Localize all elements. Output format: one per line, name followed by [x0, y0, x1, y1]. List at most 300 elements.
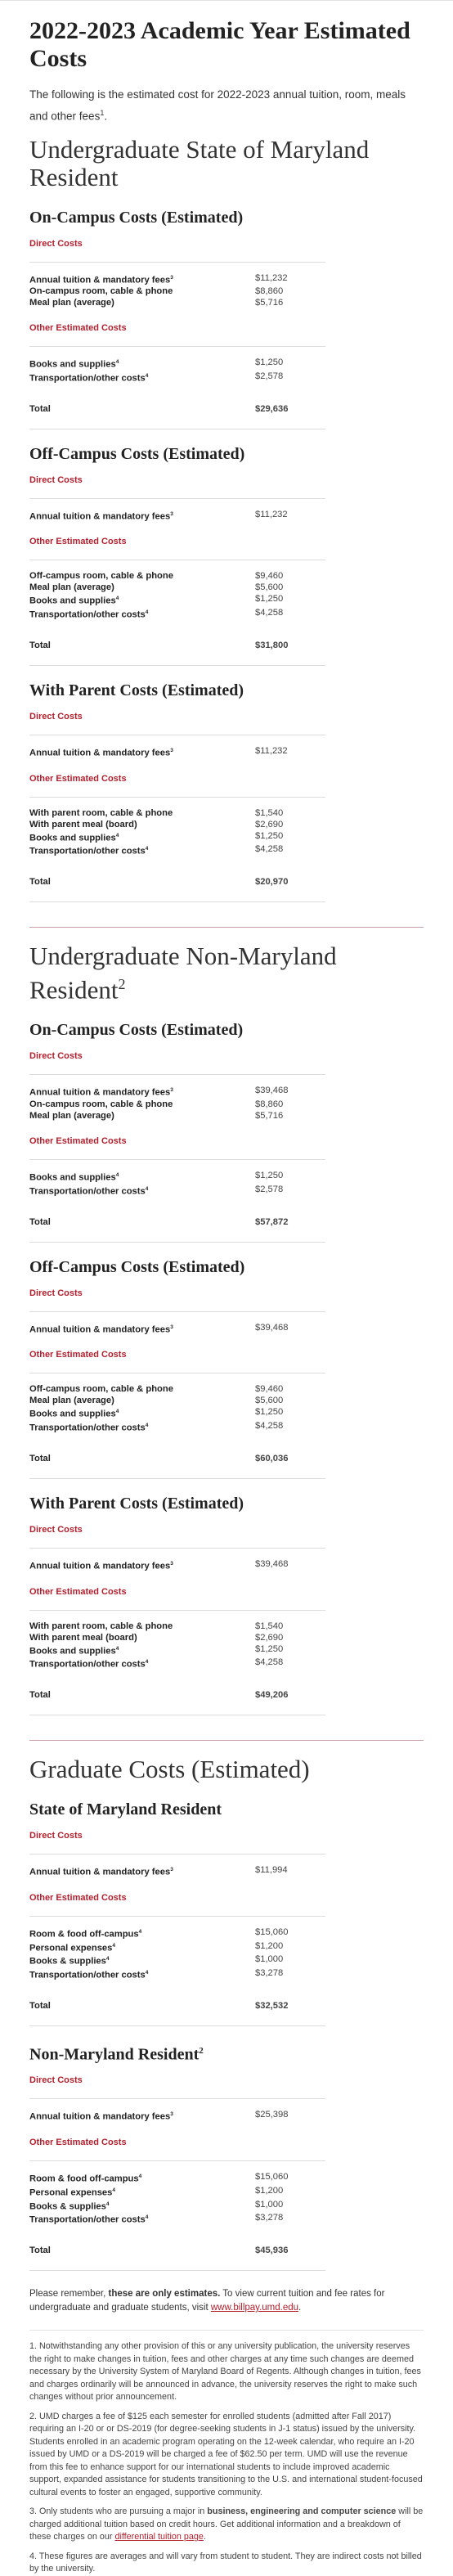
- cost-groups: [29, 136, 424, 2272]
- cost-label: Off-campus room, cable & phone: [29, 1384, 173, 1395]
- cost-value: $1,250: [255, 1407, 284, 1418]
- direct-costs-heading: Direct Costs: [29, 2072, 325, 2099]
- group-heading-text: Undergraduate Non-Maryland Resident: [29, 942, 337, 1005]
- cost-row: [29, 1940, 325, 1954]
- cost-value: $1,250: [255, 594, 284, 605]
- cost-label-cell: [29, 1395, 255, 1406]
- other-costs-row: [29, 1890, 325, 1917]
- total-value: $29,636: [255, 384, 325, 429]
- footnote-ref: 4: [105, 2201, 110, 2207]
- cost-label: Books and supplies: [29, 359, 116, 370]
- direct-costs-row: [29, 2072, 325, 2099]
- cost-label-cell: [29, 1967, 255, 1981]
- cost-label-cell: [29, 830, 255, 844]
- cost-value: $8,860: [255, 286, 284, 297]
- cost-label: With parent meal (board): [29, 819, 137, 829]
- spacer-row: [29, 1878, 325, 1890]
- cost-section: [29, 1800, 424, 2026]
- cost-value: $1,250: [255, 830, 284, 841]
- cost-label-cell: [29, 1311, 255, 1335]
- cost-label: Transportation/other costs: [29, 1970, 146, 1980]
- spacer-cell: [29, 759, 325, 771]
- cost-label: Books and supplies: [29, 596, 116, 607]
- cost-label-cell: [29, 797, 255, 819]
- total-value: $45,936: [255, 2226, 325, 2271]
- total-value: $31,800: [255, 621, 325, 666]
- cost-label: Transportation/other costs: [29, 1660, 146, 1670]
- section-title: [29, 2041, 424, 2065]
- spacer-cell: [29, 522, 325, 533]
- group-heading-text: Undergraduate State of Maryland Resident: [29, 134, 370, 191]
- direct-costs-heading: Direct Costs: [29, 1048, 325, 1075]
- cost-label: Off-campus room, cable & phone: [29, 571, 173, 582]
- spacer-row: [29, 1572, 325, 1584]
- cost-label-cell: [29, 843, 255, 857]
- cost-row: [29, 1099, 325, 1110]
- footnote-3: [29, 2506, 424, 2544]
- cost-label: Books and supplies: [29, 1409, 116, 1420]
- total-value: $32,532: [255, 1981, 325, 2026]
- cost-label-cell: [29, 607, 255, 621]
- group-heading: [29, 1756, 424, 1783]
- spacer-row: [29, 522, 325, 533]
- section-divider: [29, 927, 424, 928]
- cost-value: $2,690: [255, 1632, 284, 1643]
- cost-label: Room & food off-campus: [29, 2174, 139, 2184]
- footnote-ref: 2: [199, 2045, 204, 2056]
- intro-end: .: [104, 110, 108, 123]
- other-costs-row: [29, 533, 325, 560]
- other-costs-row: [29, 320, 325, 347]
- section-title-text: With Parent Costs (Estimated): [29, 681, 244, 699]
- cost-label-cell: [29, 2185, 255, 2199]
- direct-costs-row: [29, 708, 325, 735]
- cost-row: [29, 1395, 325, 1406]
- section-title: [29, 681, 424, 700]
- cost-label: Books & supplies: [29, 1956, 106, 1967]
- differential-tuition-link[interactable]: differential tuition page: [114, 2532, 204, 2542]
- footnote-ref: 3: [170, 747, 173, 753]
- footnote-ref: 4: [145, 846, 149, 852]
- total-row: [29, 1981, 325, 2026]
- cost-row: [29, 830, 325, 844]
- direct-costs-row: [29, 1048, 325, 1075]
- cost-label: Transportation/other costs: [29, 1186, 146, 1197]
- cost-row: [29, 1406, 325, 1420]
- intro-text: The following is the estimated cost for 2022-2023 annual tuition, room, meals and other fees: [29, 88, 406, 123]
- cost-value: $2,690: [255, 819, 284, 829]
- total-row: [29, 1198, 325, 1243]
- cost-value: $15,060: [255, 2172, 289, 2183]
- section-title-text: On-Campus Costs (Estimated): [29, 208, 244, 227]
- direct-costs-heading: Direct Costs: [29, 708, 325, 735]
- cost-label: Personal expenses: [29, 2187, 113, 2198]
- total-value: $20,970: [255, 857, 325, 902]
- cost-row: [29, 2099, 325, 2123]
- footnote-3-mid: will be charged additional tuition based on credit hours. Get additional information and a breakdown of these charges on our: [29, 2506, 424, 2542]
- other-costs-heading: Other Estimated Costs: [29, 533, 325, 560]
- cost-label-cell: [29, 1184, 255, 1198]
- other-costs-heading: Other Estimated Costs: [29, 1133, 325, 1160]
- cost-label-cell: [29, 2199, 255, 2213]
- group-heading: [29, 136, 424, 191]
- cost-row: [29, 843, 325, 857]
- cost-table: [29, 2072, 325, 2271]
- other-costs-heading: Other Estimated Costs: [29, 1890, 325, 1917]
- cost-row: [29, 498, 325, 522]
- cost-value: $15,060: [255, 1926, 289, 1937]
- footnote-ref: 3: [170, 510, 173, 517]
- cost-value: $25,398: [255, 2110, 289, 2120]
- cost-label: Books & supplies: [29, 2201, 106, 2212]
- cost-label: Room & food off-campus: [29, 1929, 139, 1940]
- total-row: [29, 857, 325, 902]
- remember-end: .: [298, 2303, 302, 2313]
- cost-section: [29, 1257, 424, 1479]
- cost-value: $1,250: [255, 1643, 284, 1654]
- cost-table: [29, 708, 325, 902]
- cost-label: With parent room, cable & phone: [29, 1621, 173, 1631]
- total-row: [29, 1670, 325, 1715]
- cost-table: [29, 472, 325, 666]
- footnote-ref: 4: [115, 1172, 119, 1179]
- cost-label-cell: [29, 735, 255, 758]
- footnote-ref: 4: [112, 1942, 115, 1949]
- cost-row: [29, 607, 325, 621]
- cost-table: [29, 236, 325, 429]
- direct-costs-row: [29, 472, 325, 499]
- direct-costs-row: [29, 236, 325, 263]
- cost-value: $5,600: [255, 1396, 284, 1406]
- cost-row: [29, 582, 325, 593]
- cost-value: $5,600: [255, 582, 284, 593]
- cost-label-cell: [29, 1075, 255, 1099]
- cost-value: $1,000: [255, 1954, 284, 1965]
- section-title: [29, 1494, 424, 1513]
- cost-row: [29, 1643, 325, 1657]
- remember-pre: Please remember,: [29, 2289, 109, 2300]
- spacer-row: [29, 1335, 325, 1346]
- cost-value: $39,468: [255, 1086, 289, 1096]
- direct-costs-heading: Direct Costs: [29, 1285, 325, 1312]
- cost-value: $1,250: [255, 1171, 284, 1181]
- footnote-ref: 4: [115, 1645, 119, 1652]
- cost-value: $9,460: [255, 1384, 284, 1395]
- cost-label: Annual tuition & mandatory fees: [29, 1867, 171, 1877]
- cost-row: [29, 2161, 325, 2185]
- cost-table: [29, 1522, 325, 1715]
- footnote-ref: 4: [145, 2214, 149, 2221]
- cost-label: Transportation/other costs: [29, 847, 146, 857]
- footnote-ref: 4: [145, 1659, 149, 1666]
- cost-label-cell: [29, 1610, 255, 1632]
- cost-row: [29, 2185, 325, 2199]
- cost-label: With parent meal (board): [29, 1632, 137, 1643]
- cost-label-cell: [29, 498, 255, 522]
- cost-row: [29, 1075, 325, 1099]
- cost-label-cell: [29, 1160, 255, 1184]
- other-costs-heading: Other Estimated Costs: [29, 771, 325, 798]
- cost-row: [29, 371, 325, 384]
- cost-section: [29, 1494, 424, 1715]
- other-costs-heading: Other Estimated Costs: [29, 320, 325, 347]
- direct-costs-row: [29, 1522, 325, 1549]
- cost-section: [29, 444, 424, 666]
- top-rule: [0, 0, 453, 1]
- cost-label: Transportation/other costs: [29, 373, 146, 384]
- cost-label-cell: [29, 819, 255, 830]
- cost-value: $5,716: [255, 298, 284, 308]
- other-costs-row: [29, 1584, 325, 1611]
- footnote-ref: 4: [115, 832, 119, 838]
- other-costs-row: [29, 1346, 325, 1373]
- cost-label-cell: [29, 371, 255, 384]
- cost-value: $3,278: [255, 1967, 284, 1978]
- total-label: Total: [29, 2226, 255, 2271]
- cost-value: $11,232: [255, 272, 288, 283]
- spacer-row: [29, 1122, 325, 1133]
- cost-label: Transportation/other costs: [29, 1423, 146, 1433]
- cost-value: $2,578: [255, 371, 284, 381]
- total-label: Total: [29, 1981, 255, 2026]
- page-title: 2022-2023 Academic Year Estimated Costs: [29, 17, 410, 72]
- footnote-ref: 4: [145, 372, 149, 379]
- footnote-ref: 2: [118, 976, 126, 993]
- footnote-ref: 4: [115, 596, 119, 602]
- cost-value: $9,460: [255, 571, 284, 582]
- cost-value: $3,278: [255, 2213, 284, 2223]
- cost-label-cell: [29, 1420, 255, 1434]
- cost-label-cell: [29, 1643, 255, 1657]
- total-label: Total: [29, 1198, 255, 1243]
- cost-label-cell: [29, 1657, 255, 1670]
- cost-label: Meal plan (average): [29, 582, 114, 593]
- cost-row: [29, 1953, 325, 1967]
- billpay-link[interactable]: www.billpay.umd.edu: [210, 2303, 299, 2313]
- cost-label: Annual tuition & mandatory fees: [29, 1561, 171, 1571]
- footnote-ref: 4: [138, 1928, 142, 1935]
- cost-value: $4,258: [255, 608, 284, 618]
- cost-section: [29, 2041, 424, 2271]
- cost-label: Annual tuition & mandatory fees: [29, 275, 171, 285]
- cost-label: Meal plan (average): [29, 1111, 114, 1122]
- cost-row: [29, 593, 325, 607]
- intro-paragraph: [29, 86, 424, 126]
- footnote-ref: 3: [170, 1867, 173, 1873]
- cost-value: $8,860: [255, 1099, 284, 1110]
- cost-value: $1,200: [255, 1940, 284, 1951]
- footnote-3-pre: 3. Only students who are pursuing a major in: [29, 2506, 208, 2517]
- cost-value: $5,716: [255, 1111, 284, 1122]
- cost-label-cell: [29, 2212, 255, 2226]
- remember-mid: To view current tuition and fee rates for undergraduate and graduate students, visit: [29, 2289, 385, 2313]
- other-costs-row: [29, 1133, 325, 1160]
- footnote-ref: 4: [145, 1969, 149, 1976]
- direct-costs-heading: Direct Costs: [29, 1522, 325, 1549]
- cost-label-cell: [29, 285, 255, 297]
- cost-label: On-campus room, cable & phone: [29, 286, 173, 297]
- cost-label-cell: [29, 262, 255, 285]
- total-value: $60,036: [255, 1434, 325, 1479]
- cost-label-cell: [29, 1373, 255, 1396]
- cost-value: $1,250: [255, 357, 284, 368]
- spacer-cell: [29, 2123, 325, 2134]
- cost-value: $4,258: [255, 1657, 284, 1668]
- cost-row: [29, 1632, 325, 1643]
- cost-row: [29, 797, 325, 819]
- cost-value: $1,200: [255, 2185, 284, 2196]
- footnote-2: 2. UMD charges a fee of $125 each semester for enrolled students (admitted after Fall 2017) requiring an I-20 or or DS-2019 (for degree-seeking students in J-1 status) issued by the university. Students enrolled in an academic program operating on the 12-week calendar, who require an I-20 issued by UMD or a DS-2019 will be charged a fee of $62.50 per term. UMD will use the revenue from this fee to enhance support for our international students to include improved academic support, expanded assistance for students transitioning to the U.S. and international student-focused cultural events to foster an engaged, supportive community.: [29, 2411, 423, 2497]
- footnote-ref: 4: [145, 1423, 149, 1429]
- cost-row: [29, 2199, 325, 2213]
- total-row: [29, 384, 325, 429]
- cost-label: Annual tuition & mandatory fees: [29, 748, 171, 758]
- cost-label-cell: [29, 347, 255, 371]
- footnote-4: 4. These figures are averages and will vary from student to student. They are indirect costs not billed by the university.: [29, 2551, 422, 2574]
- section-title-text: Non-Maryland Resident: [29, 2045, 200, 2064]
- section-divider: [29, 1740, 424, 1741]
- section-title: [29, 1020, 424, 1040]
- cost-label: Books and supplies: [29, 1172, 116, 1183]
- spacer-cell: [29, 1335, 325, 1346]
- cost-label: Transportation/other costs: [29, 609, 146, 620]
- footnote-ref: 4: [145, 1185, 149, 1192]
- other-costs-row: [29, 2134, 325, 2161]
- section-title: [29, 444, 424, 464]
- cost-label-cell: [29, 1916, 255, 1940]
- footnote-ref: 3: [170, 2111, 173, 2118]
- cost-label-cell: [29, 593, 255, 607]
- cost-row: [29, 2212, 325, 2226]
- footnote-ref: 4: [115, 359, 119, 366]
- cost-label-cell: [29, 1406, 255, 1420]
- cost-row: [29, 285, 325, 297]
- cost-row: [29, 1854, 325, 1878]
- cost-label: Transportation/other costs: [29, 2215, 146, 2226]
- cost-row: [29, 560, 325, 582]
- cost-value: $11,232: [255, 509, 288, 519]
- cost-value: $1,000: [255, 2199, 284, 2210]
- cost-value: $1,540: [255, 1621, 284, 1631]
- cost-value: $11,994: [255, 1865, 288, 1876]
- cost-label: Annual tuition & mandatory fees: [29, 511, 171, 522]
- direct-costs-row: [29, 1827, 325, 1854]
- cost-label: On-campus room, cable & phone: [29, 1099, 173, 1110]
- cost-label-cell: [29, 560, 255, 582]
- section-title-text: Off-Campus Costs (Estimated): [29, 1257, 245, 1276]
- footnote-1: 1. Notwithstanding any other provision of this or any university publication, the university reserves the right to make changes in tuition, fees and other charges at any time such changes are deemed necessary by the University System of Maryland Board of Regents. Although changes in tuition, fees and charges ordinarily will be announced in advance, the university reserves the right to make such changes without prior announcement.: [29, 2341, 421, 2403]
- cost-value: $39,468: [255, 1322, 289, 1333]
- direct-costs-heading: Direct Costs: [29, 1827, 325, 1854]
- total-label: Total: [29, 857, 255, 902]
- section-title: [29, 208, 424, 227]
- cost-label-cell: [29, 2099, 255, 2123]
- cost-label-cell: [29, 2161, 255, 2185]
- cost-row: [29, 262, 325, 285]
- section-title-text: Off-Campus Costs (Estimated): [29, 444, 245, 463]
- cost-row: [29, 1610, 325, 1632]
- cost-row: [29, 819, 325, 830]
- other-costs-heading: Other Estimated Costs: [29, 1346, 325, 1373]
- cost-value: $4,258: [255, 844, 284, 855]
- total-row: [29, 621, 325, 666]
- cost-label-cell: [29, 1632, 255, 1643]
- cost-label: With parent room, cable & phone: [29, 807, 173, 818]
- cost-row: [29, 347, 325, 371]
- footnote-ref: 3: [170, 1324, 173, 1330]
- cost-row: [29, 1916, 325, 1940]
- footnote-ref: 3: [170, 1560, 173, 1567]
- spacer-cell: [29, 1122, 325, 1133]
- footnote-3-end: .: [203, 2532, 206, 2542]
- cost-label: Annual tuition & mandatory fees: [29, 1088, 171, 1099]
- cost-value: $2,578: [255, 1184, 284, 1194]
- spacer-row: [29, 759, 325, 771]
- total-row: [29, 1434, 325, 1479]
- cost-label: Annual tuition & mandatory fees: [29, 1324, 171, 1335]
- remember-note: [29, 2287, 424, 2315]
- cost-label: Books and supplies: [29, 1646, 116, 1657]
- spacer-row: [29, 2123, 325, 2134]
- spacer-cell: [29, 308, 325, 320]
- cost-row: [29, 1160, 325, 1184]
- cost-row: [29, 1110, 325, 1122]
- cost-label-cell: [29, 297, 255, 308]
- footnote-ref: 4: [112, 2187, 115, 2193]
- cost-row: [29, 1184, 325, 1198]
- cost-label: Meal plan (average): [29, 1396, 114, 1406]
- total-label: Total: [29, 1670, 255, 1715]
- cost-section: [29, 681, 424, 902]
- spacer-row: [29, 308, 325, 320]
- cost-section: [29, 1020, 424, 1242]
- cost-label-cell: [29, 1940, 255, 1954]
- remember-bold: these are only estimates.: [108, 2289, 221, 2300]
- footnote-ref: 4: [145, 609, 149, 616]
- cost-label-cell: [29, 1099, 255, 1110]
- direct-costs-heading: Direct Costs: [29, 472, 325, 499]
- cost-value: $39,468: [255, 1558, 289, 1569]
- total-value: $57,872: [255, 1198, 325, 1243]
- page: [0, 17, 453, 2576]
- total-label: Total: [29, 384, 255, 429]
- cost-value: $4,258: [255, 1421, 284, 1432]
- cost-label: Personal expenses: [29, 1943, 113, 1953]
- cost-label: Books and supplies: [29, 833, 116, 843]
- cost-row: [29, 1967, 325, 1981]
- footnote-ref: 3: [170, 1087, 173, 1094]
- cost-value: $11,232: [255, 745, 288, 756]
- cost-row: [29, 1657, 325, 1670]
- group-heading-text: Graduate Costs (Estimated): [29, 1755, 310, 1784]
- section-title-text: With Parent Costs (Estimated): [29, 1494, 244, 1513]
- cost-label-cell: [29, 1854, 255, 1878]
- total-label: Total: [29, 621, 255, 666]
- cost-row: [29, 1548, 325, 1571]
- other-costs-heading: Other Estimated Costs: [29, 2134, 325, 2161]
- cost-label: Annual tuition & mandatory fees: [29, 2112, 171, 2123]
- cost-table: [29, 1285, 325, 1479]
- direct-costs-heading: Direct Costs: [29, 236, 325, 263]
- footnote-ref: 3: [170, 274, 173, 281]
- cost-section: [29, 208, 424, 429]
- cost-row: [29, 735, 325, 758]
- cost-table: [29, 1048, 325, 1242]
- other-costs-heading: Other Estimated Costs: [29, 1584, 325, 1611]
- cost-table: [29, 1827, 325, 2026]
- cost-row: [29, 1373, 325, 1396]
- footnote-ref: 4: [115, 1409, 119, 1415]
